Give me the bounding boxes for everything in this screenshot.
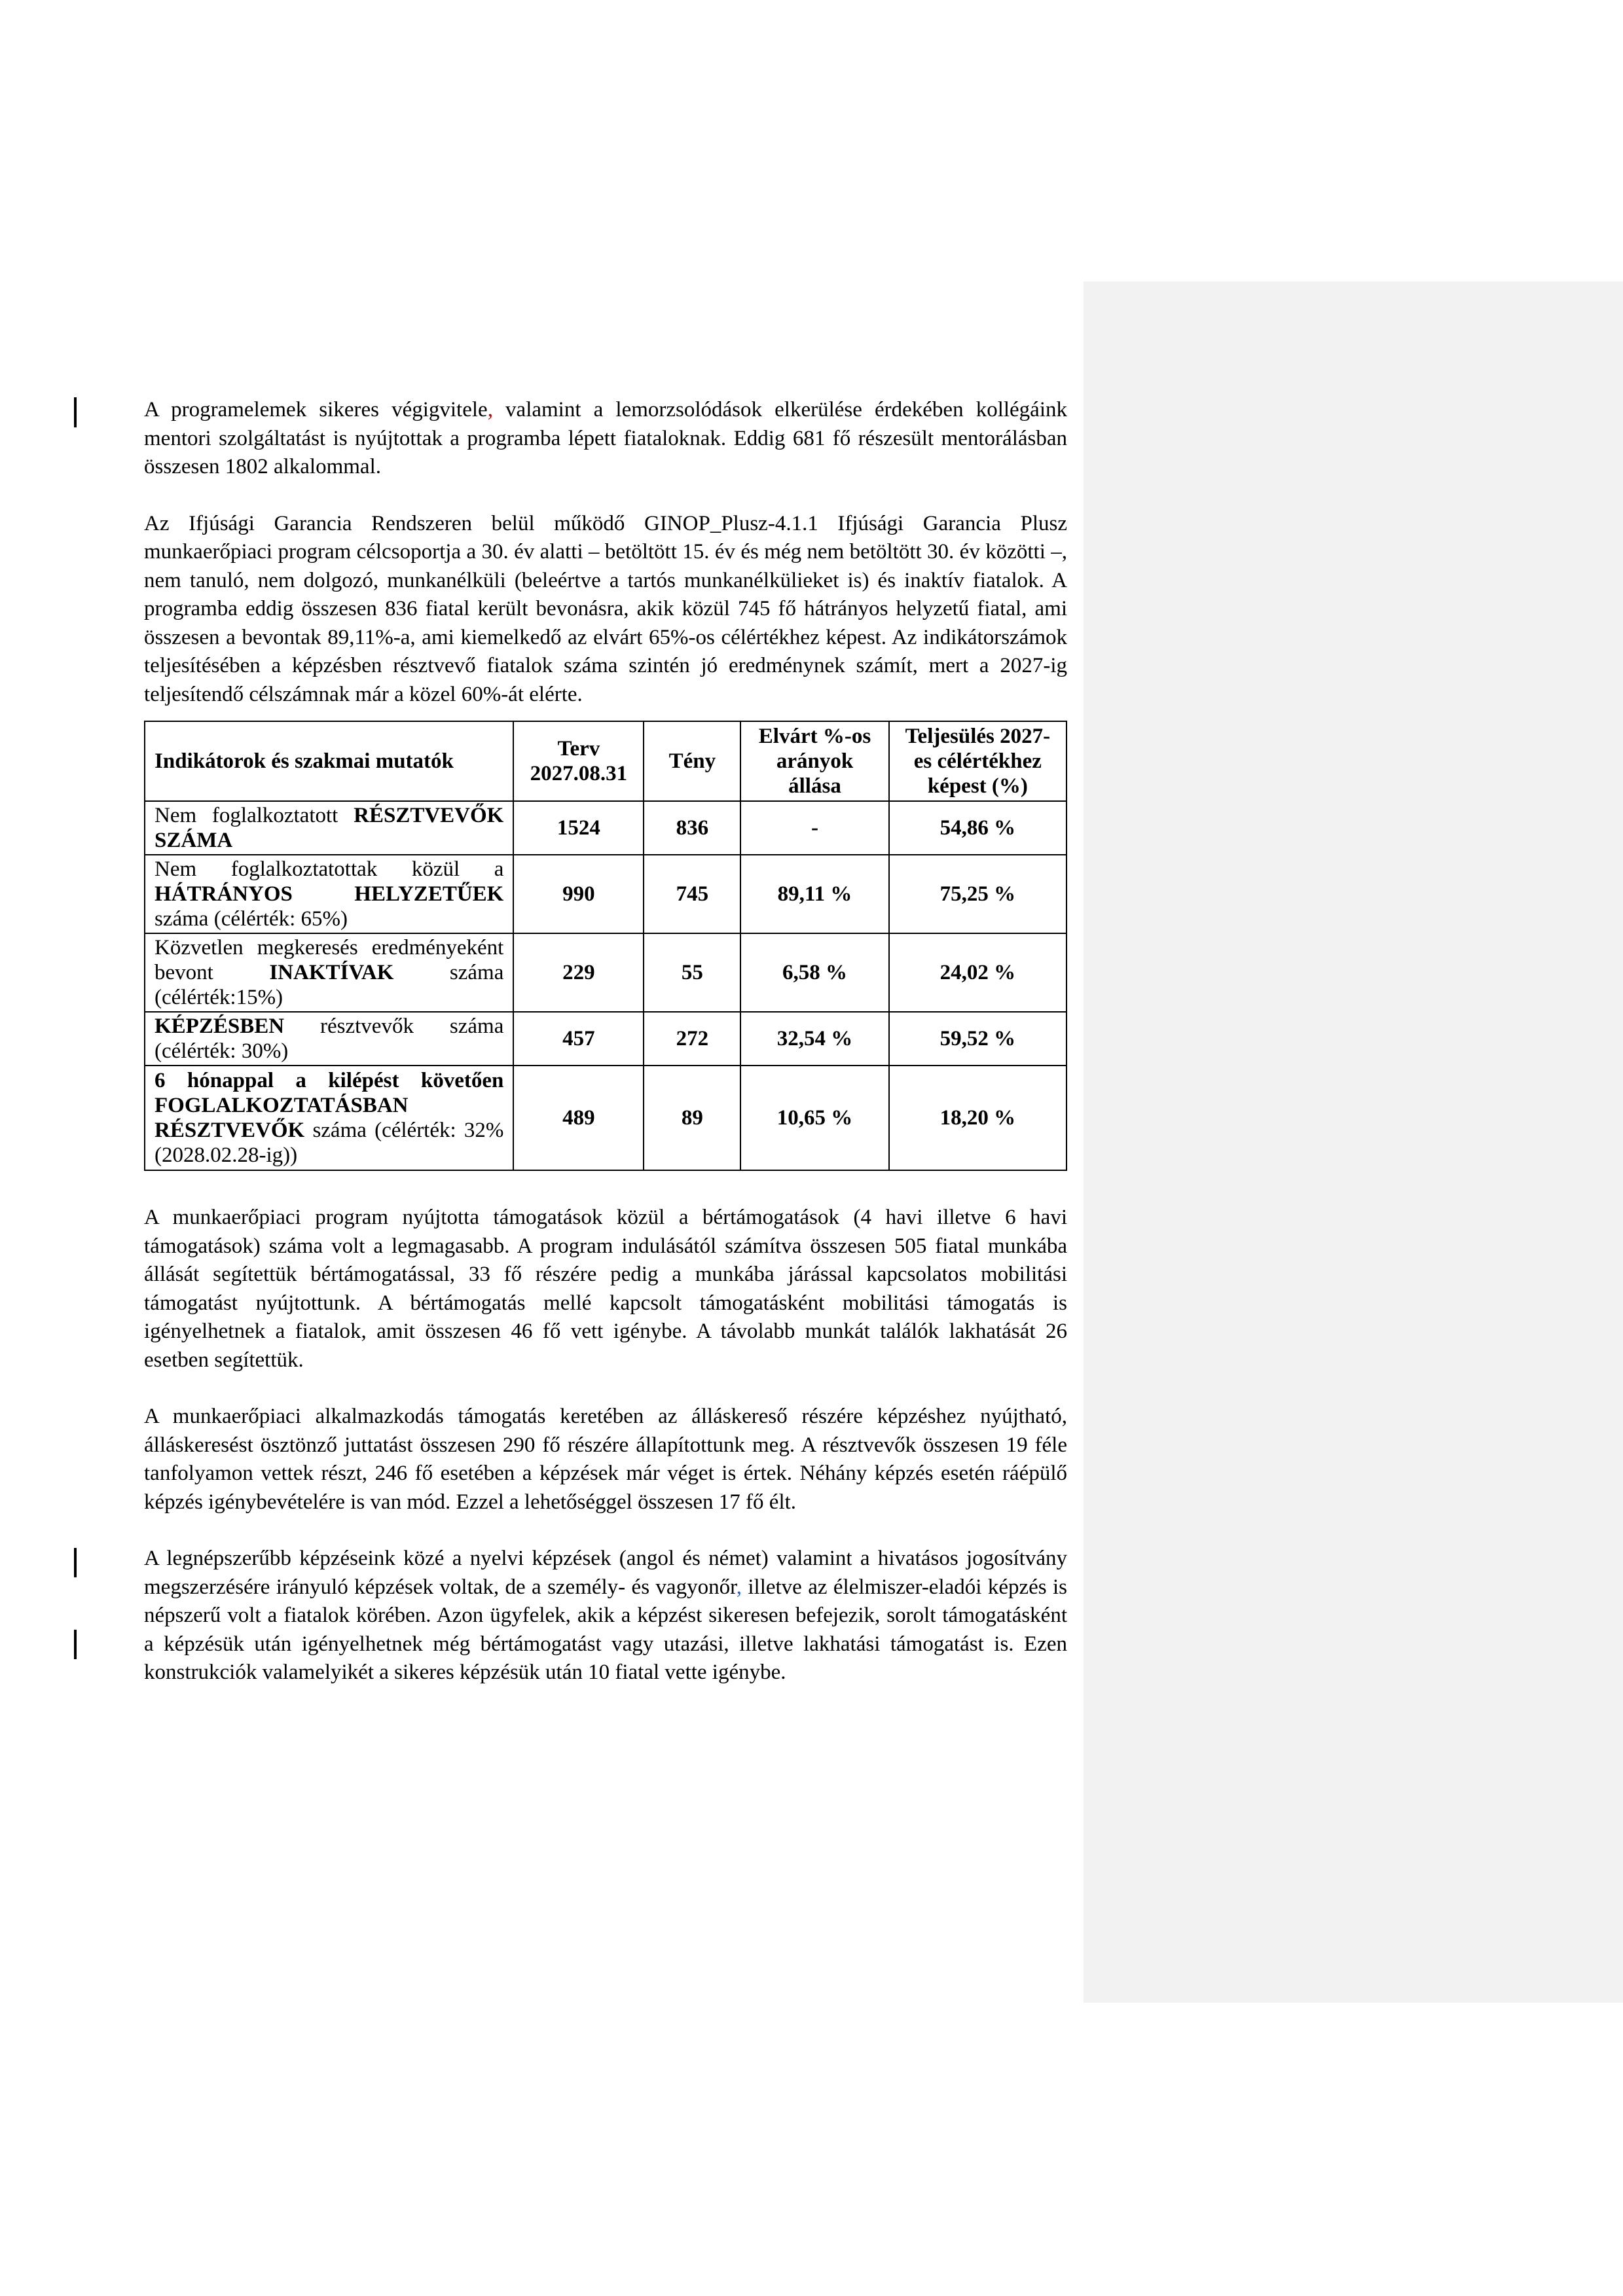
- cell-actual: 89: [644, 1066, 740, 1170]
- comment-margin-pane: [1084, 281, 1623, 2003]
- change-bar-2: [74, 1548, 77, 1577]
- document-body: [144, 396, 1067, 1715]
- cell-actual: 745: [644, 855, 740, 933]
- cell-fulfilment: 18,20 %: [889, 1066, 1067, 1170]
- row-label: 6 hónappal a kilépést követően FOGLALKOZTATÁSBAN RÉSZTVEVŐK száma (célérték: 32% (2028.02.28-ig)): [145, 1066, 513, 1170]
- cell-plan: 489: [513, 1066, 644, 1170]
- cell-fulfilment: 75,25 %: [889, 855, 1067, 933]
- table-row: [145, 1012, 1067, 1066]
- cell-actual: 55: [644, 933, 740, 1012]
- cell-plan: 229: [513, 933, 644, 1012]
- cell-plan: 457: [513, 1012, 644, 1066]
- cell-expected: 32,54 %: [740, 1012, 888, 1066]
- cell-fulfilment: 24,02 %: [889, 933, 1067, 1012]
- paragraph-mentoring: [144, 396, 1067, 482]
- cell-expected: 89,11 %: [740, 855, 888, 933]
- tracked-change-comma[interactable]: ,: [487, 398, 493, 422]
- change-bar-1: [74, 397, 77, 427]
- paragraph-wage-subsidies: A munkaerőpiaci program nyújtotta támogatások közül a bértámogatások (4 havi illetve 6 havi támogatások) száma volt a legmagasabb. A program indulásától számítva összesen 505 fiatal munkába állását segítettük bértámogatással, 33 fő részére pedig a munkába járással kapcsolatos mobilitási támogatást nyújtottunk. A bértámogatás mellé kapcsolt támogatásként mobilitási támogatás is igényelhetnek a fiatalok, amit összesen 46 fő vett igénybe. A távolabb munkát találók lakhatását 26 esetben segítettük.: [144, 1206, 1067, 1372]
- cell-expected: 6,58 %: [740, 933, 888, 1012]
- tracked-change-comma[interactable]: ,: [736, 1575, 742, 1599]
- paragraph-text: illetve az élelmiszer-eladói képzés is népszerű volt a fiatalok körében. Azon ügyfelek, akik a képzést sikeresen befejezik, sorolt támogatásként a képzésük után igényelhetnek még bértámogatást vagy utazási, illetve lakhatási támogatást is. Ezen konstrukciók valamelyikét a sikeres képzésük után 10 fiatal vette igénybe.: [144, 1575, 1067, 1684]
- cell-actual: 836: [644, 801, 740, 855]
- cell-fulfilment: 54,86 %: [889, 801, 1067, 855]
- header-expected-ratio: Elvárt %-os arányok állása: [740, 721, 888, 801]
- table-row: [145, 855, 1067, 933]
- paragraph-training-support: A munkaerőpiaci alkalmazkodás támogatás keretében az álláskereső részére képzéshez nyújtható, álláskeresést ösztönző juttatást összesen 290 fő részére állapítottunk meg. A résztvevők összesen 19 féle tanfolyamon vettek részt, 246 fő esetében a képzések már véget is értek. Néhány képzés esetén ráépülő képzés igénybevételére is van mód. Ezzel a lehetőséggel összesen 17 fő élt.: [144, 1405, 1067, 1514]
- header-actual: Tény: [644, 721, 740, 801]
- row-label: Közvetlen megkeresés eredményeként bevont INAKTÍVAK száma (célérték:15%): [145, 933, 513, 1012]
- row-label: KÉPZÉSBEN résztvevők száma (célérték: 30%): [145, 1012, 513, 1066]
- table-row: [145, 801, 1067, 855]
- header-fulfilment: Teljesülés 2027-es célértékhez képest (%): [889, 721, 1067, 801]
- indicator-table: [144, 721, 1067, 1171]
- header-plan: Terv 2027.08.31: [513, 721, 644, 801]
- cell-expected: -: [740, 801, 888, 855]
- table-header-row: [145, 721, 1067, 801]
- change-bar-3: [74, 1630, 77, 1659]
- row-label: Nem foglalkoztatottak közül a HÁTRÁNYOS HELYZETŰEK száma (célérték: 65%): [145, 855, 513, 933]
- row-label: Nem foglalkoztatott RÉSZTVEVŐK SZÁMA: [145, 801, 513, 855]
- header-indicators: Indikátorok és szakmai mutatók: [145, 721, 513, 801]
- cell-plan: 990: [513, 855, 644, 933]
- cell-expected: 10,65 %: [740, 1066, 888, 1170]
- paragraph-popular-trainings: [144, 1545, 1067, 1687]
- table-row: [145, 1066, 1067, 1170]
- paragraph-text: A programelemek sikeres végigvitele: [144, 398, 488, 422]
- cell-fulfilment: 59,52 %: [889, 1012, 1067, 1066]
- table-row: [145, 933, 1067, 1012]
- paragraph-text: A legnépszerűbb képzéseink közé a nyelvi képzések (angol és német) valamint a hivatásos jogosítvány megszerzésére irányuló képzések voltak, de a személy- és vagyonőr: [144, 1547, 1067, 1599]
- paragraph-program-target: Az Ifjúsági Garancia Rendszeren belül működő GINOP_Plusz-4.1.1 Ifjúsági Garancia Plusz munkaerőpiaci program célcsoportja a 30. év alatti – betöltött 15. év és még nem betöltött 30. év közötti –, nem tanuló, nem dolgozó, munkanélküli (beleértve a tartós munkanélkülieket is) és inaktív fiatalok. A programba eddig összesen 836 fiatal került bevonásra, akik közül 745 fő hátrányos helyzetű fiatal, ami összesen a bevontak 89,11%-a, ami kiemelkedő az elvárt 65%-os célértékhez képest. Az indikátorszámok teljesítésében a képzésben résztvevő fiatalok száma szintén jó eredménynek számít, mert a 2027-ig teljesítendő célszámnak már a közel 60%-át elérte.: [144, 511, 1067, 706]
- cell-plan: 1524: [513, 801, 644, 855]
- cell-actual: 272: [644, 1012, 740, 1066]
- paragraph-text: valamint a lemorzsolódások elkerülése érdekében kollégáink mentori szolgáltatást is nyújtottak a programba lépett fiataloknak. Eddig 681 fő részesült mentorálásban összesen 1802 alkalommal.: [144, 398, 1067, 478]
